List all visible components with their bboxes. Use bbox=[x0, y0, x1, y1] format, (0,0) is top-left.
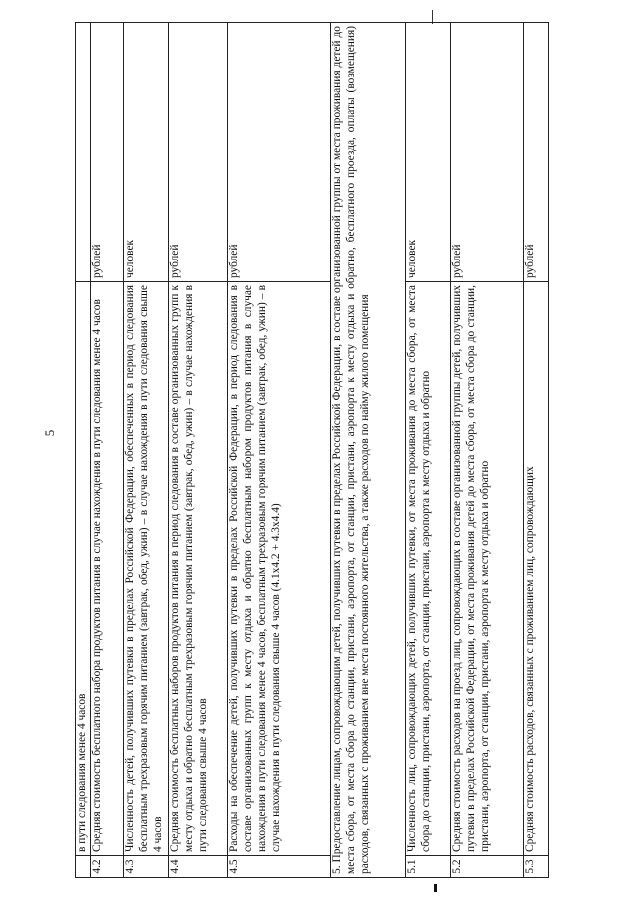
page-number: 5 bbox=[42, 429, 57, 437]
indicator-name: Численность лиц, сопровождающих детей, получивших путевки, от места проживания до места сбора, от места сбора до станции, пристани, аэропорта, от станции, пристани, аэропорта к месту отдыха и обратно bbox=[405, 282, 450, 856]
indicator-name: Средняя стоимость бесплатного набора продуктов питания в случае нахождения в пути следования менее 4 часов bbox=[90, 282, 123, 856]
row-number: 4.2 bbox=[90, 856, 123, 878]
indicator-name: Численность детей, получивших путевки в пределах Российской Федерации, обеспеченных в период следования бесплатным трехразовым горячим питанием (завтрак, обед, ужин) – в случае нахождения в пути следования свыше 4 часов bbox=[123, 282, 168, 856]
row-number: 4.5 bbox=[227, 856, 330, 878]
indicators-table bbox=[75, 22, 549, 878]
unit-cell: рублей bbox=[523, 23, 548, 282]
unit-cell bbox=[76, 23, 91, 282]
row-number bbox=[76, 856, 91, 878]
scan-mark bbox=[434, 884, 437, 892]
section-row bbox=[330, 23, 405, 878]
unit-cell: рублей bbox=[90, 23, 123, 282]
rotated-table-wrapper bbox=[75, 23, 615, 878]
table-row bbox=[168, 23, 227, 878]
row-number: 4.4 bbox=[168, 856, 227, 878]
row-number: 5.3 bbox=[523, 856, 548, 878]
table-row bbox=[523, 23, 548, 878]
table-row bbox=[450, 23, 523, 878]
table-row bbox=[227, 23, 330, 878]
indicator-name: Средняя стоимость расходов, связанных с проживанием лиц, сопровождающих bbox=[523, 282, 548, 856]
section-5-heading: 5. Предоставление лицам, сопровождающим детей, получивших путевки в пределах Российской Федерации, в составе организованной группы от места проживания детей до места сбора, от места сбора до станции, пристани, аэропорта, от станции, пристани, аэропорта к месту отдыха и обратно, бесплатного проезда, оплаты (возмещения) расходов, связанных с проживанием вне места постоянного жительства, а также расходов по найму жилого помещения bbox=[330, 23, 405, 878]
indicator-name: Расходы на обеспечение детей, получивших путевки в пределах Российской Федерации, в период следования в составе организованных групп к месту отдыха и обратно бесплатным набором продуктов питания в случае нахождения в пути следования менее 4 часов, бесплатным трехразовым горячим питанием (завтрак, обед, ужин) – в случае нахождения в пути следования свыше 4 часов (4.1х4.2 + 4.3х4.4) bbox=[227, 282, 330, 856]
indicator-name: в пути следования менее 4 часов bbox=[76, 282, 91, 856]
table-row bbox=[405, 23, 450, 878]
unit-cell: человек bbox=[405, 23, 450, 282]
row-number: 5.1 bbox=[405, 856, 450, 878]
table-row bbox=[123, 23, 168, 878]
row-number: 4.3 bbox=[123, 856, 168, 878]
unit-cell: рублей bbox=[168, 23, 227, 282]
table-row bbox=[76, 23, 91, 878]
row-number: 5.2 bbox=[450, 856, 523, 878]
indicator-name: Средняя стоимость расходов на проезд лиц, сопровождающих в составе организованной группы детей, получивших путевки в пределах Российской Федерации, от места проживания детей до места сбора, от места сбора до станции, пристани, аэропорта, от станции, пристани, аэропорта к месту отдыха и обратно bbox=[450, 282, 523, 856]
table-row bbox=[90, 23, 123, 878]
unit-cell: человек bbox=[123, 23, 168, 282]
indicator-name: Средняя стоимость бесплатных наборов продуктов питания в период следования в составе организованных групп к месту отдыха и обратно бесплатным трехразовым горячим питанием (завтрак, обед, ужин) – в случае нахождения в пути следования свыше 4 часов bbox=[168, 282, 227, 856]
unit-cell: рублей bbox=[450, 23, 523, 282]
unit-cell: рублей bbox=[227, 23, 330, 282]
